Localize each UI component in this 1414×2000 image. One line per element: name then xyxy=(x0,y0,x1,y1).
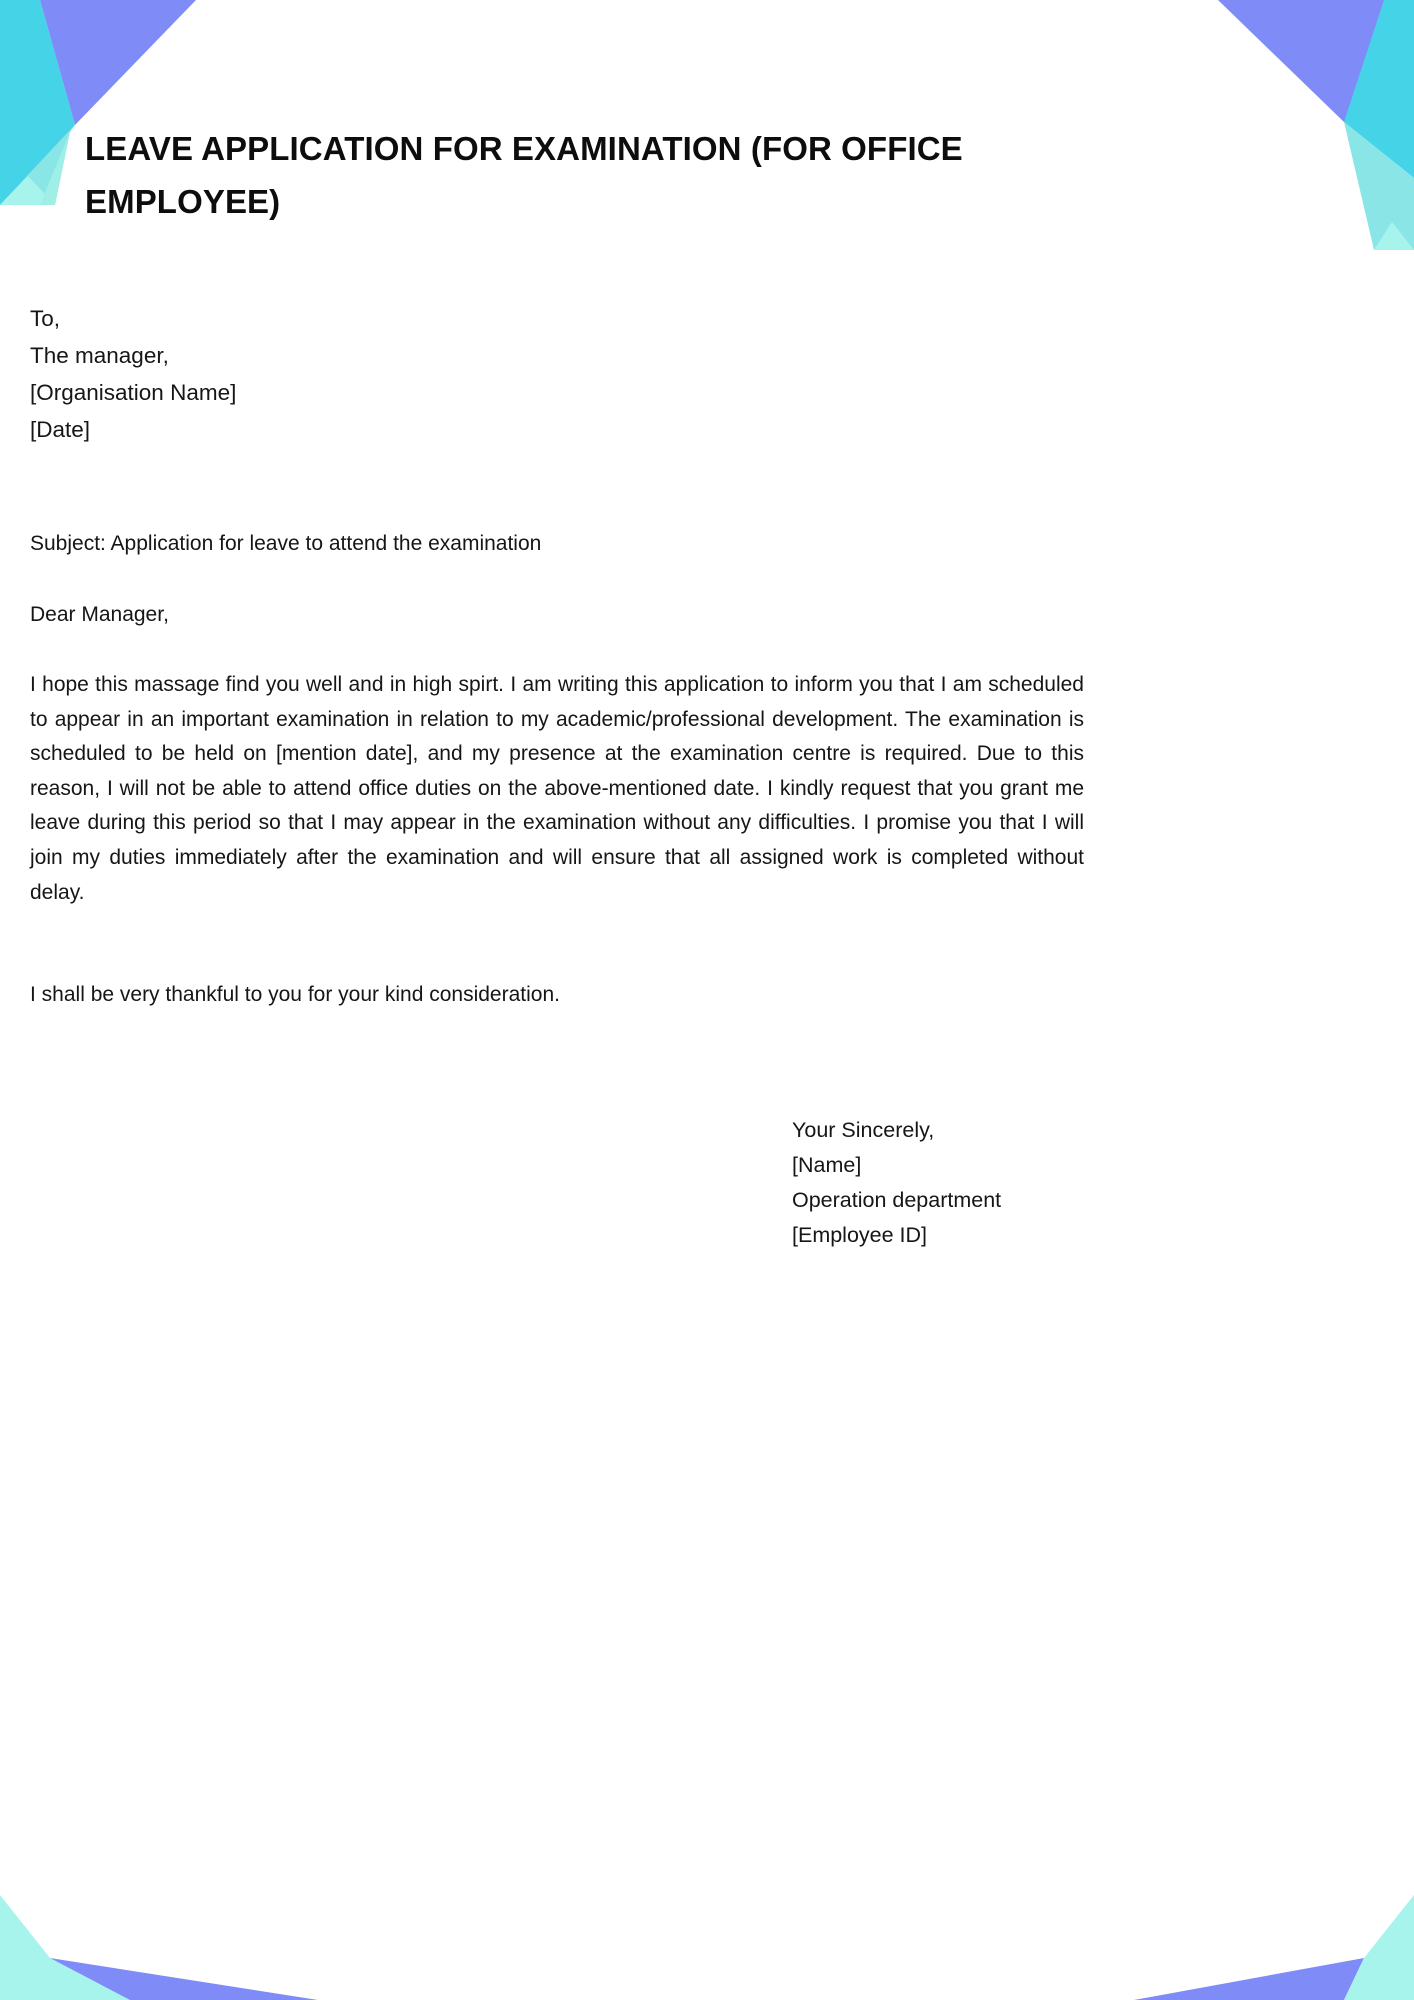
closing-thanks-line: I shall be very thankful to you for your kind consideration. xyxy=(30,983,560,1006)
signature-employee-id: [Employee ID] xyxy=(792,1223,928,1247)
signature-name: [Name] xyxy=(792,1153,862,1177)
recipient-line-organisation: [Organisation Name] xyxy=(30,380,237,405)
signature-department: Operation department xyxy=(792,1188,1002,1212)
recipient-line-date: [Date] xyxy=(30,417,91,442)
body-paragraph: I hope this massage find you well and in high spirt. I am writing this application to inform you that I am scheduled to appear in an important examination in relation to my academic/professional development. The examination is scheduled to be held on [mention date], and my presence at the examination centre is required. Due to this reason, I will not be able to attend office duties on the above-mentioned date. I kindly request that you grant me leave during this period so that I may appear in the examination without any difficulties. I promise you that I will join my duties immediately after the examination and will ensure that all assigned work is completed without delay. xyxy=(30,673,1084,904)
recipient-line-to: To, xyxy=(30,306,61,331)
signature-block xyxy=(792,1113,1212,1253)
signature-closing: Your Sincerely, xyxy=(792,1118,935,1142)
page-title: LEAVE APPLICATION FOR EXAMINATION (FOR OFFICE EMPLOYEE) xyxy=(85,130,963,221)
salutation: Dear Manager, xyxy=(30,603,169,626)
recipient-line-manager: The manager, xyxy=(30,343,169,368)
recipient-address-block xyxy=(30,300,630,448)
subject-line: Subject: Application for leave to attend the examination xyxy=(30,532,542,555)
